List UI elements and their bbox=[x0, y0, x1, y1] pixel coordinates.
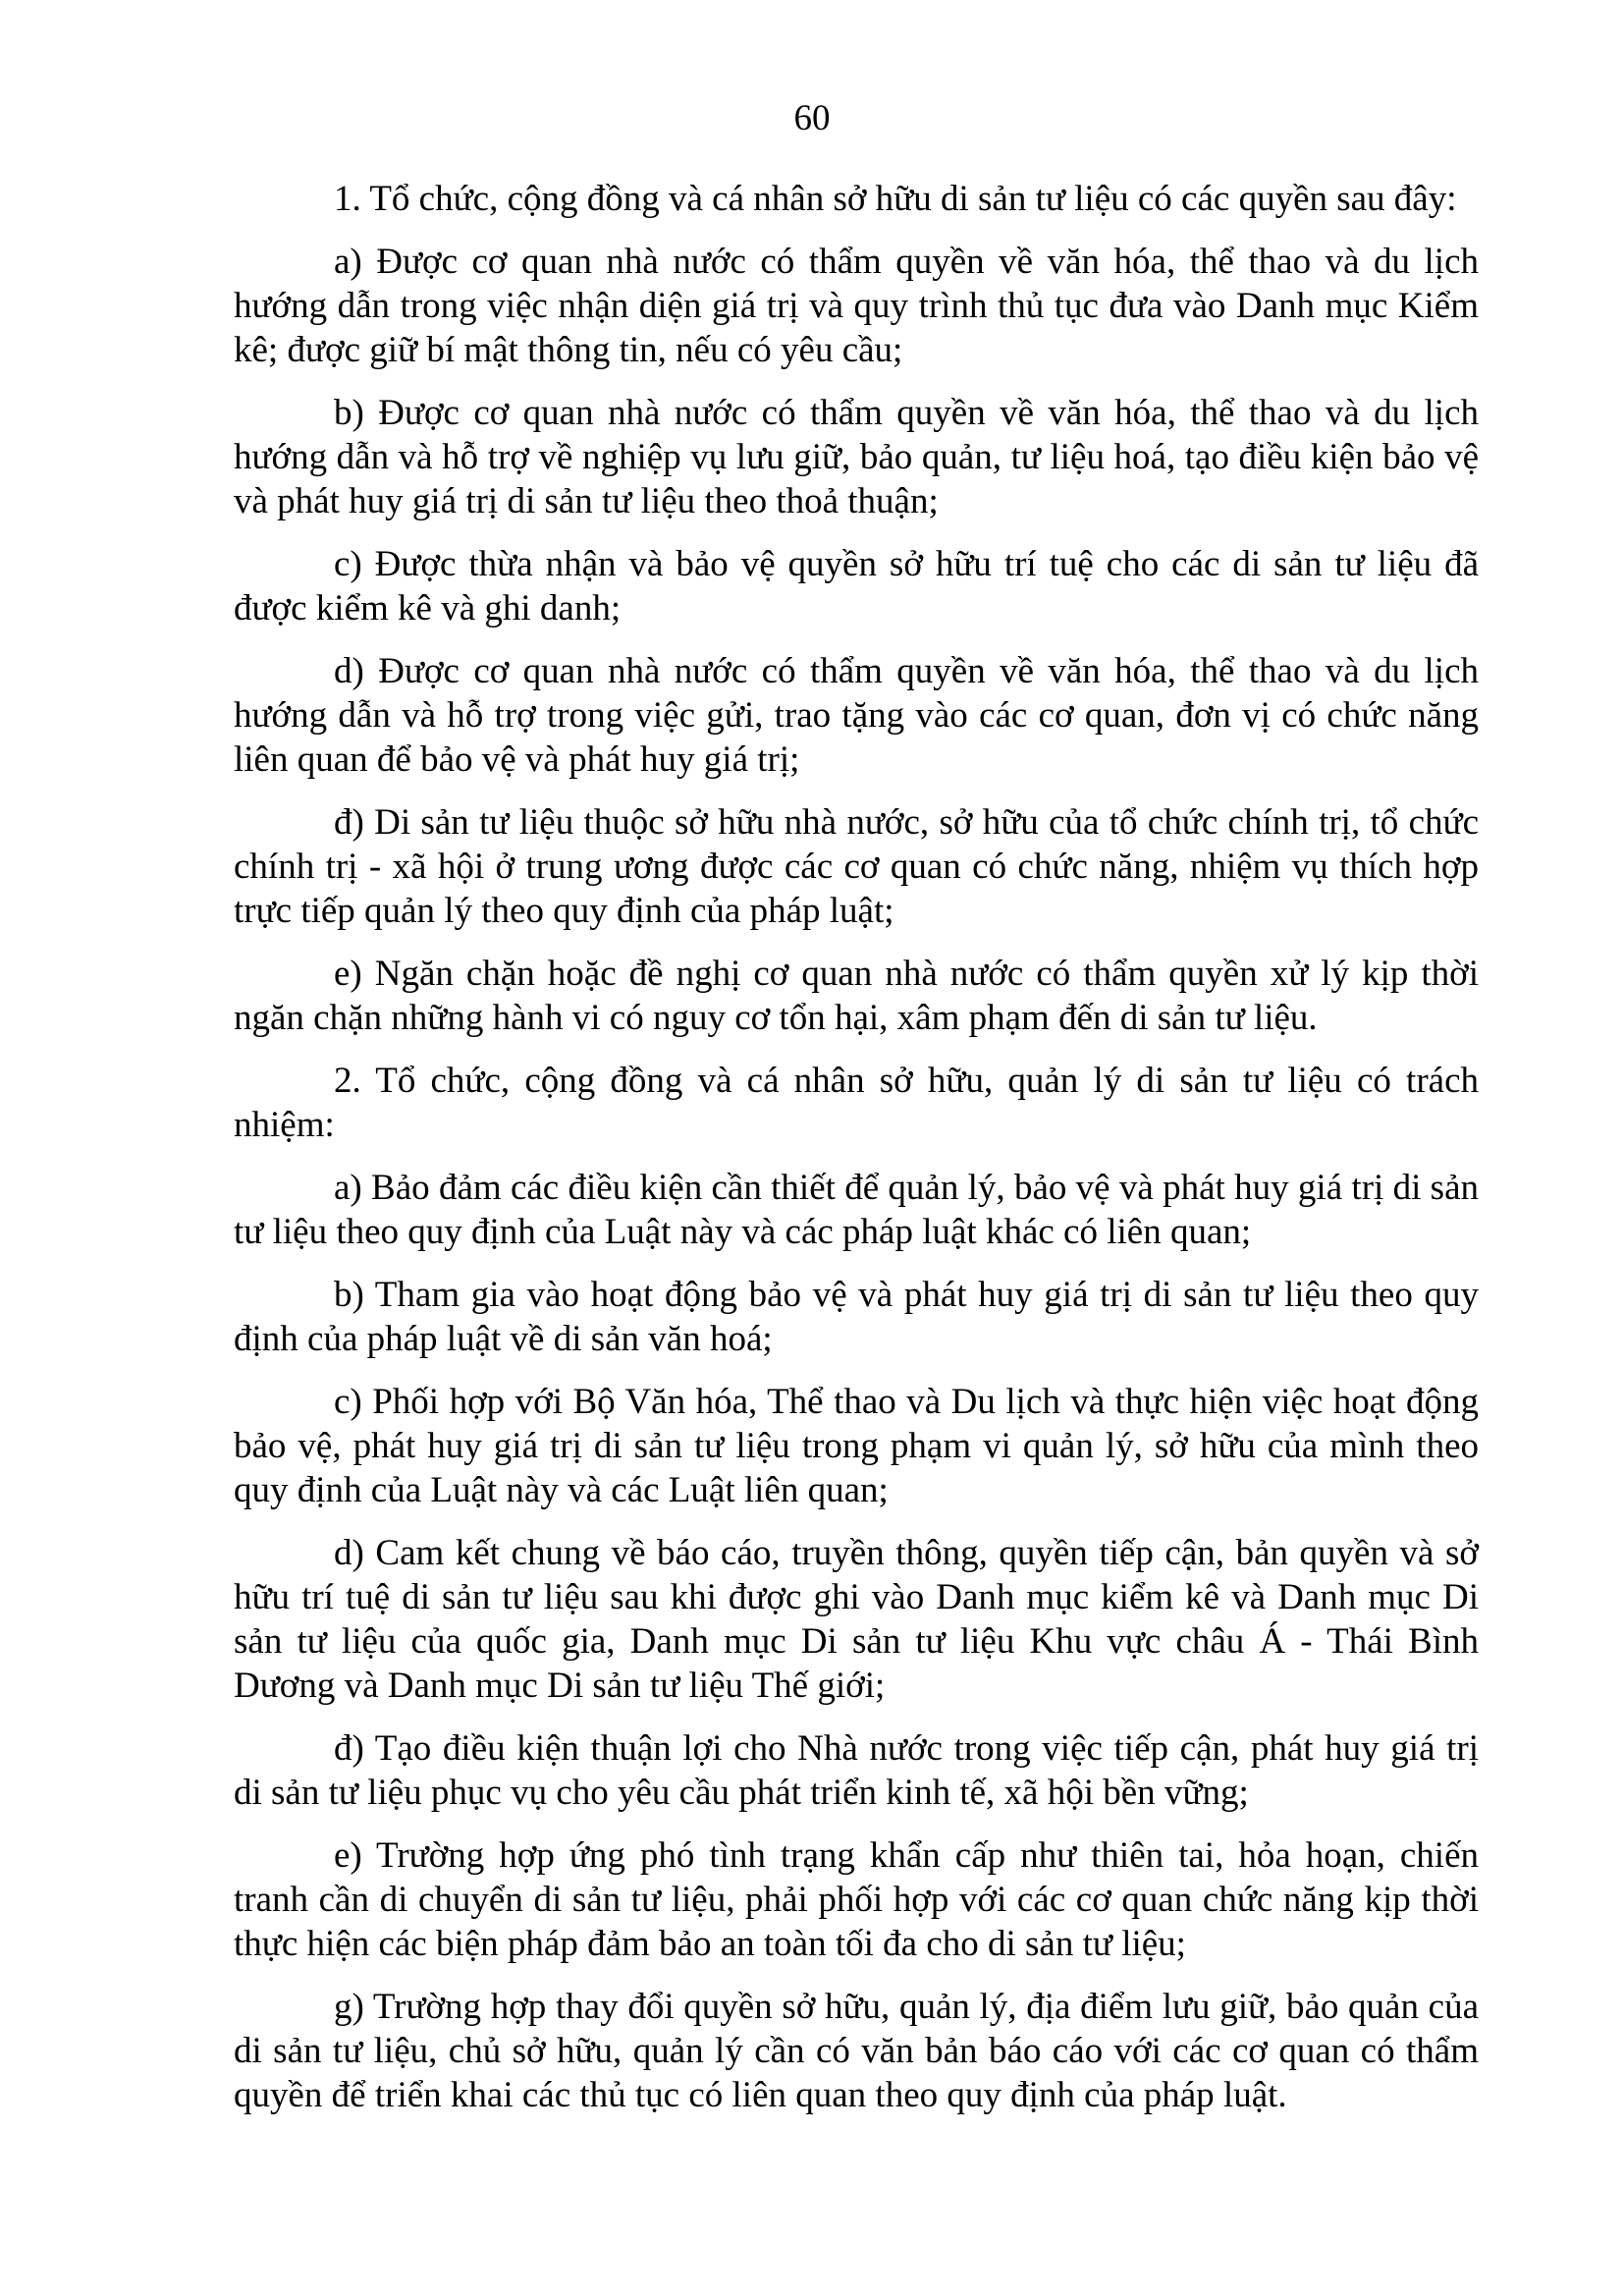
clause-1-item-e: e) Ngăn chặn hoặc đề nghị cơ quan nhà nước có thẩm quyền xử lý kịp thời ngăn chặn những hành vi có nguy cơ tổn hại, xâm phạm đến di sản tư liệu. bbox=[234, 954, 1479, 1038]
clause-2-intro: 2. Tổ chức, cộng đồng và cá nhân sở hữu, quản lý di sản tư liệu có trách nhiệm: bbox=[234, 1061, 1479, 1145]
clause-2-item-dd: đ) Tạo điều kiện thuận lợi cho Nhà nước trong việc tiếp cận, phát huy giá trị di sản tư liệu phục vụ cho yêu cầu phát triển kinh tế, xã hội bền vững; bbox=[234, 1728, 1479, 1813]
document-body bbox=[234, 177, 1479, 2136]
clause-1-item-b: b) Được cơ quan nhà nước có thẩm quyền về văn hóa, thể thao và du lịch hướng dẫn và hỗ trợ về nghiệp vụ lưu giữ, bảo quản, tư liệu hoá, tạo điều kiện bảo vệ và phát huy giá trị di sản tư liệu theo thoả thuận; bbox=[234, 393, 1479, 521]
clause-1-item-dd: đ) Di sản tư liệu thuộc sở hữu nhà nước, sở hữu của tổ chức chính trị, tổ chức chính trị - xã hội ở trung ương được các cơ quan có chức năng, nhiệm vụ thích hợp trực tiếp quản lý theo quy định của pháp luật; bbox=[234, 802, 1479, 931]
clause-1-item-a: a) Được cơ quan nhà nước có thẩm quyền về văn hóa, thể thao và du lịch hướng dẫn trong việc nhận diện giá trị và quy trình thủ tục đưa vào Danh mục Kiểm kê; được giữ bí mật thông tin, nếu có yêu cầu; bbox=[234, 242, 1479, 370]
clause-1-intro: 1. Tổ chức, cộng đồng và cá nhân sở hữu di sản tư liệu có các quyền sau đây: bbox=[334, 179, 1457, 219]
clause-2-item-b: b) Tham gia vào hoạt động bảo vệ và phát huy giá trị di sản tư liệu theo quy định của pháp luật về di sản văn hoá; bbox=[234, 1275, 1479, 1359]
clause-2-item-a: a) Bảo đảm các điều kiện cần thiết để quản lý, bảo vệ và phát huy giá trị di sản tư liệu theo quy định của Luật này và các pháp luật khác có liên quan; bbox=[234, 1168, 1479, 1252]
clause-2-item-d: d) Cam kết chung về báo cáo, truyền thông, quyền tiếp cận, bản quyền và sở hữu trí tuệ di sản tư liệu sau khi được ghi vào Danh mục kiểm kê và Danh mục Di sản tư liệu của quốc gia, Danh mục Di sản tư liệu Khu vực châu Á - Thái Bình Dương và Danh mục Di sản tư liệu Thế giới; bbox=[234, 1533, 1479, 1706]
clause-2-item-e: e) Trường hợp ứng phó tình trạng khẩn cấp như thiên tai, hỏa hoạn, chiến tranh cần di chuyển di sản tư liệu, phải phối hợp với các cơ quan chức năng kịp thời thực hiện các biện pháp đảm bảo an toàn tối đa cho di sản tư liệu; bbox=[234, 1835, 1479, 1964]
clause-2-item-c: c) Phối hợp với Bộ Văn hóa, Thể thao và Du lịch và thực hiện việc hoạt động bảo vệ, phát huy giá trị di sản tư liệu trong phạm vi quản lý, sở hữu của mình theo quy định của Luật này và các Luật liên quan; bbox=[234, 1382, 1479, 1510]
clause-2-item-g: g) Trường hợp thay đổi quyền sở hữu, quản lý, địa điểm lưu giữ, bảo quản của di sản tư liệu, chủ sở hữu, quản lý cần có văn bản báo cáo với các cơ quan có thẩm quyền để triển khai các thủ tục có liên quan theo quy định của pháp luật. bbox=[234, 1987, 1479, 2115]
clause-1-item-d: d) Được cơ quan nhà nước có thẩm quyền về văn hóa, thể thao và du lịch hướng dẫn và hỗ trợ trong việc gửi, trao tặng vào các cơ quan, đơn vị có chức năng liên quan để bảo vệ và phát huy giá trị; bbox=[234, 651, 1479, 780]
clause-1-item-c: c) Được thừa nhận và bảo vệ quyền sở hữu trí tuệ cho các di sản tư liệu đã được kiểm kê và ghi danh; bbox=[234, 544, 1479, 629]
page-number: 60 bbox=[793, 98, 831, 138]
